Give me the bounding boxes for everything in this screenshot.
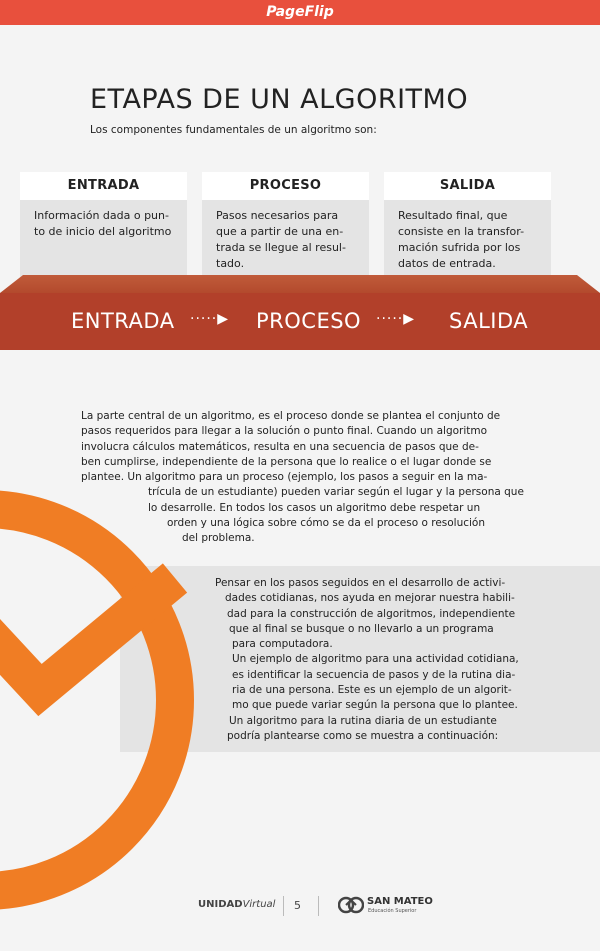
flow-step-proceso: PROCESO xyxy=(256,309,362,333)
footer-brand xyxy=(198,899,275,910)
text-line: para computadora. xyxy=(232,638,333,651)
card-title: SALIDA xyxy=(384,172,551,200)
card-title: PROCESO xyxy=(202,172,369,200)
text-line: del problema. xyxy=(182,532,255,545)
text-line: que al final se busque o no llevarlo a un programa xyxy=(229,622,494,635)
card-line: Pasos necesarios para xyxy=(216,209,339,222)
text-line: dades cotidianas, nos ayuda en mejorar nuestra habili- xyxy=(225,592,515,605)
text-line: trícula de un estudiante) pueden variar según el lugar y la persona que xyxy=(148,486,524,499)
page-title: ETAPAS DE UN ALGORITMO xyxy=(90,84,469,115)
card-line: Información dada o pun- xyxy=(34,209,169,222)
page-subtitle: Los componentes fundamentales de un algoritmo son: xyxy=(90,124,377,136)
text-line: pasos requeridos para llegar a la solución o punto final. Cuando un algoritmo xyxy=(81,425,488,438)
flow-arrow-icon: ·····▶ xyxy=(376,311,416,327)
card-line: consiste en la transfor- xyxy=(398,225,525,238)
footer-divider xyxy=(318,896,319,916)
card-line: datos de entrada. xyxy=(398,257,496,270)
card-proceso xyxy=(202,172,369,282)
card-line: tado. xyxy=(216,257,245,270)
text-line: plantee. Un algoritmo para un proceso (ejemplo, los pasos a seguir en la ma- xyxy=(81,471,488,484)
text-line: lo desarrolle. En todos los casos un algoritmo debe respetar un xyxy=(148,501,481,514)
paragraph-cotidiano xyxy=(215,576,519,744)
paragraph-proceso xyxy=(81,409,524,547)
logo-tagline: Educación Superior xyxy=(368,908,417,914)
text-line: dad para la construcción de algoritmos, independiente xyxy=(227,607,516,620)
flow-step-salida: SALIDA xyxy=(449,309,529,333)
text-line: ria de una persona. Este es un ejemplo de un algorit- xyxy=(232,684,512,697)
text-line: La parte central de un algoritmo, es el proceso donde se plantea el conjunto de xyxy=(81,410,501,422)
card-text xyxy=(384,200,551,272)
card-line: mación sufrida por los xyxy=(398,241,521,254)
san-mateo-logo-icon xyxy=(338,894,364,916)
top-bar xyxy=(0,0,600,25)
text-line: podría plantearse como se muestra a continuación: xyxy=(227,729,499,742)
card-line: to de inicio del algoritmo xyxy=(34,225,172,238)
text-line: es identificar la secuencia de pasos y de la rutina dia- xyxy=(232,668,516,681)
text-line: mo que puede variar según la persona que lo plantee. xyxy=(232,699,518,712)
card-line: trada se llegue al resul- xyxy=(216,241,346,254)
text-line: Pensar en los pasos seguidos en el desarrollo de activi- xyxy=(215,577,506,589)
card-text xyxy=(202,200,369,272)
text-line: orden y una lógica sobre cómo se da el proceso o resolución xyxy=(167,517,486,530)
card-salida xyxy=(384,172,551,282)
footer-divider xyxy=(283,896,284,916)
brand-bold: UNIDAD xyxy=(198,899,243,910)
text-line: involucra cálculos matemáticos, resulta en una secuencia de pasos que de- xyxy=(81,440,479,453)
text-line: Un algoritmo para la rutina diaria de un estudiante xyxy=(229,714,497,727)
flow-arrow-icon: ·····▶ xyxy=(190,311,230,327)
flow-step-entrada: ENTRADA xyxy=(71,309,175,333)
flow-band-bevel xyxy=(0,275,600,293)
text-line: ben cumplirse, independiente de la persona que lo realice o el lugar donde se xyxy=(81,455,492,468)
app-title: PageFlip xyxy=(266,4,334,20)
card-entrada xyxy=(20,172,187,282)
card-line: Resultado final, que xyxy=(398,209,508,222)
brand-italic: Virtual xyxy=(242,899,276,910)
card-title: ENTRADA xyxy=(20,172,187,200)
page-number: 5 xyxy=(294,899,301,912)
card-text xyxy=(20,200,187,240)
logo-name: SAN MATEO xyxy=(367,896,433,907)
text-line: Un ejemplo de algoritmo para una actividad cotidiana, xyxy=(232,653,519,666)
card-line: que a partir de una en- xyxy=(216,225,344,238)
